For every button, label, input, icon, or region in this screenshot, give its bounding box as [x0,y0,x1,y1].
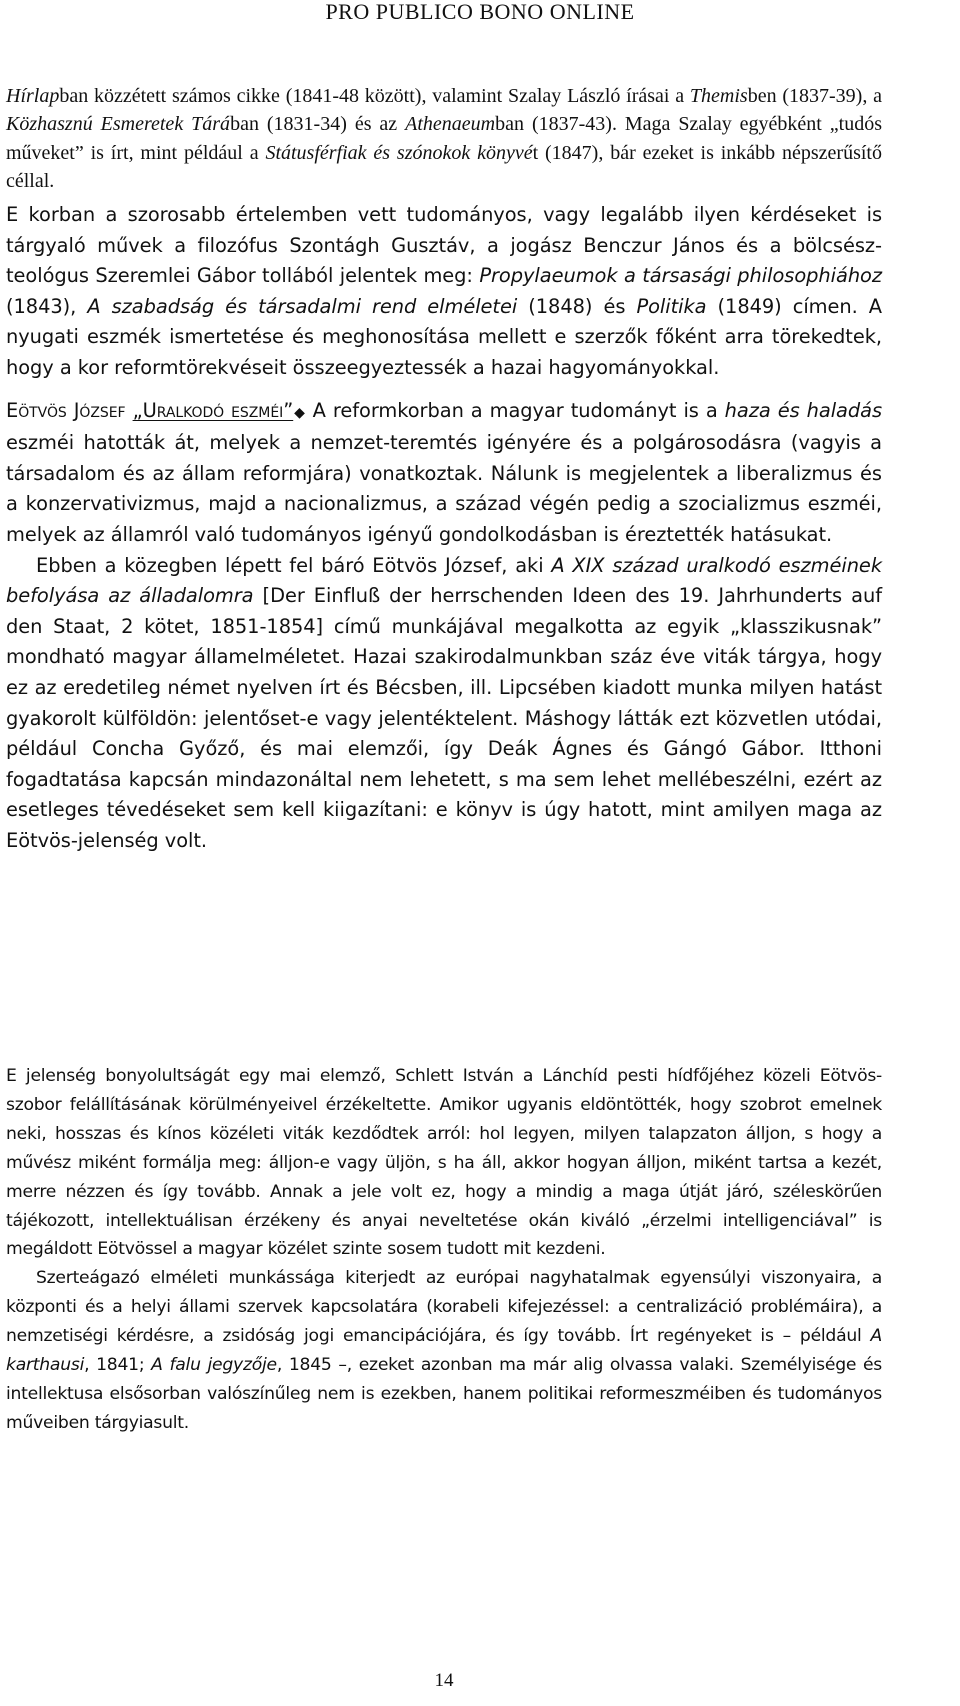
intro-paragraph: Hírlapban közzétett számos cikke (1841-48 között), valamint Szalay László írásai a Themisben (1837-39), a Közhasznú Esmeretek Tárában (1831-34) és az Athenaeumban (1837-43). Maga Szalay egyébként „tudós műveket” is írt, mint például a Státusférfiak és szónokok könyvét (1847), bár ezeket is inkább népszerűsítő céllal. [6,85,883,192]
intro-title-statusferfiak: Státusférfiak és szónokok könyvé [265,141,533,164]
running-header: PRO PUBLICO BONO ONLINE [325,0,635,24]
intro-title-hirlap: Hírlap [6,85,60,107]
title-falu-jegyzoje: A falu jegyzője [151,1355,277,1376]
diamond-icon: ◆ [293,404,306,421]
main-text [6,200,882,856]
title-propylaeumok: Propylaeumok a társasági philosophiához [479,264,882,288]
intro-title-themis: Themis [689,85,748,107]
paragraph-e-korban: E korban a szorosabb értelemben vett tudományos, vagy legalább ilyen kérdéseket is tárgyaló művek a filozófus Szontágh Gusztáv, a jogász Benczur János és a bölcsész-teológus Szeremlei Gábor tollából jelentek meg: Propylaeumok a társasági philosophiához (1843), A szabadság és társadalmi rend elméletei (1848) és Politika (1849) címen. A nyugati eszmék ismertetése és meghonosítása mellett e szerzők főként arra törekedtek, hogy a kor reformtörekvéseit összeegyeztessék a hazai hagyományokkal. [6,203,883,379]
phrase-haza-es-haladas: haza és haladás [724,398,883,422]
paragraph-ebben-a-kozegben: Ebben a közegben lépett fel báró Eötvös József, aki A XIX század uralkodó eszméinek befolyása az álladalomra [Der Einfluß der herrschenden Ideen des 19. Jahrhunderts auf den Staat, 2 kötet, 1851-1854] című munkájával megalkotta az egyik „klasszikusnak” mondható magyar államelméletet. Hazai szakirodalmunkban száz éve viták tárgya, hogy ez az eredetileg német nyelven írt és Bécsben, ill. Lipcsében kiadott munka milyen hatást gyakorolt külföldön: jelentőset-e vagy jelentéktelent. Máshogy látták ezt közvetlen utódai, például Concha Győző, és mai elemzői, így Deák Ágnes és Gángó Gábor. Itthoni fogadtatása kapcsán mindazonáltal nem lehetett, s ma sem lehet mellébeszélni, ezért az esetleges tévedéseket sem kell kiigazítani: e könyv is úgy hatott, mint amilyen maga az Eötvös-jelenség volt. [6,553,882,852]
paragraph-szerteagazo: Szerteágazó elméleti munkássága kiterjedt az európai nagyhatalmak egyensúlyi viszonyaira, a központi és a helyi állami szervek kapcsolatára (korabeli kifejezéssel: a centralizáció problémáira), a nemzetiségi kérdésre, a zsidóság jogi emancipációjára, és így tovább. Írt regényeket is – például A karthausi, 1841; A falu jegyzője, 1845 –, ezeket azonban ma már alig olvassa valaki. Személyisége és intellektusa elsősorban valószínűleg nem is ezekben, hanem politikai reformeszméiben és tudományos műveiben tárgyiasult. [6,1268,882,1433]
title-szabadsag: A szabadság és társadalmi rend elméletei [87,294,518,318]
title-politika: Politika [636,294,707,318]
title-xix-szazad: A XIX század uralkodó eszméinek befolyása az álladalomra [6,553,882,608]
intro-title-kozhasznu: Közhasznú Esmeretek Tárá [6,113,231,136]
secondary-text [6,1062,882,1438]
section-heading-name: Eötvös József [6,398,126,422]
paragraph-eotvos-heading: Eötvös József „Uralkodó eszméi”◆ A reformkorban a magyar tudományt is a haza és haladás eszméi hatották át, melyek a nemzet-teremtés igényére és a polgárosodásra (vagyis a társadalom és az állam reformjára) vonatkoztak. Nálunk is megjelentek a liberalizmus és a konzervativizmus, majd a nacionalizmus, a század végén pedig a szocializmus eszméi, melyek az államról való tudományos igényű gondolkodásban is éreztették hatásukat. [6,398,883,546]
section-heading-title: „Uralkodó eszméi” [132,398,294,422]
paragraph-e-jelenseg: E jelenség bonyolultságát egy mai elemző, Schlett István a Lánchíd pesti hídfőjéhez közeli Eötvös-szobor felállításának körülményeivel érzékeltette. Amikor ugyanis eldöntötték, hogy szobrot emelnek neki, hosszas és kínos közéleti viták kezdődtek arról: hol legyen, milyen talapzaton álljon, s hogy a művész miként formálja meg: álljon-e vagy üljön, s ha áll, akkor hogyan álljon, miként tartsa a kezét, merre nézzen és így tovább. Annak a jele volt ez, hogy a mindig a maga útját járó, széleskörűen tájékozott, intellektuálisan érzékeny és anyai neveltetése okán kiváló „érzelmi intelligenciával” is megáldott Eötvössel a magyar közélet szinte sosem tudott mit kezdeni. [6,1066,882,1260]
page-number: 14 [434,1670,454,1691]
title-karthausi: A karthausi [6,1326,882,1376]
intro-title-athenaeum: Athenaeum [405,113,496,136]
